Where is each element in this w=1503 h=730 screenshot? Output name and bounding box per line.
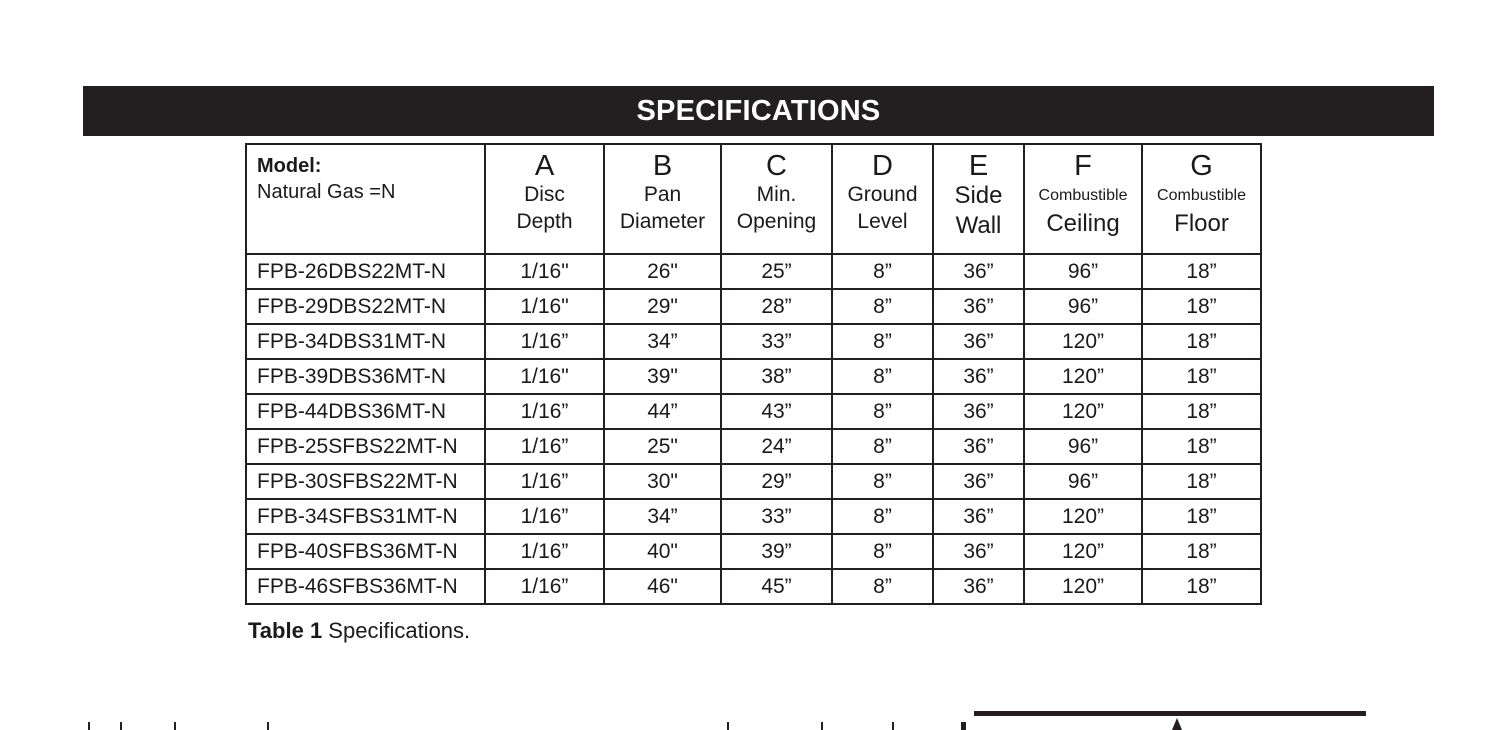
value-cell-a: 1/16" <box>485 254 604 289</box>
section-title: SPECIFICATIONS <box>636 94 881 127</box>
value-cell-g: 18” <box>1142 359 1261 394</box>
value-cell-f: 120” <box>1024 359 1142 394</box>
value-cell-e: 36” <box>933 499 1024 534</box>
value-cell-b: 44” <box>604 394 721 429</box>
value-cell-c: 39” <box>721 534 832 569</box>
column-letter: F <box>1074 150 1092 182</box>
value-cell-f: 96” <box>1024 429 1142 464</box>
table-row <box>246 289 1261 324</box>
section-banner <box>83 86 1434 136</box>
value-cell-d: 8” <box>832 289 933 324</box>
column-label-line1: Min. <box>756 183 797 206</box>
table-row <box>246 394 1261 429</box>
figure-tick-mark <box>174 722 176 730</box>
value-cell-b: 34” <box>604 324 721 359</box>
table-row <box>246 324 1261 359</box>
value-cell-a: 1/16” <box>485 429 604 464</box>
value-cell-f: 96” <box>1024 464 1142 499</box>
value-cell-c: 33” <box>721 499 832 534</box>
value-cell-e: 36” <box>933 569 1024 604</box>
column-label-line2: Depth <box>516 210 573 233</box>
value-cell-a: 1/16” <box>485 499 604 534</box>
model-cell: FPB-29DBS22MT-N <box>246 289 485 324</box>
figure-tick-mark <box>727 722 729 730</box>
column-label-line1: Ground <box>847 183 918 206</box>
column-label-line2: Level <box>857 210 908 233</box>
value-cell-b: 40" <box>604 534 721 569</box>
table-row <box>246 254 1261 289</box>
value-cell-a: 1/16" <box>485 289 604 324</box>
value-cell-d: 8” <box>832 464 933 499</box>
value-cell-f: 120” <box>1024 534 1142 569</box>
value-cell-b: 30" <box>604 464 721 499</box>
value-cell-a: 1/16” <box>485 324 604 359</box>
value-cell-e: 36” <box>933 464 1024 499</box>
model-cell: FPB-44DBS36MT-N <box>246 394 485 429</box>
table-header-row <box>246 144 1261 254</box>
value-cell-d: 8” <box>832 324 933 359</box>
value-cell-c: 24” <box>721 429 832 464</box>
column-header-b <box>604 144 721 254</box>
table-row <box>246 429 1261 464</box>
value-cell-f: 120” <box>1024 569 1142 604</box>
column-letter: G <box>1190 150 1213 182</box>
value-cell-d: 8” <box>832 429 933 464</box>
table-caption <box>248 618 470 644</box>
specifications-table <box>245 143 1262 605</box>
value-cell-f: 120” <box>1024 499 1142 534</box>
model-column-header <box>246 144 485 254</box>
model-cell: FPB-40SFBS36MT-N <box>246 534 485 569</box>
column-label-line1: Combustible <box>1157 187 1246 204</box>
model-header-title: Model: <box>257 155 322 177</box>
value-cell-d: 8” <box>832 569 933 604</box>
figure-post <box>961 722 966 730</box>
value-cell-e: 36” <box>933 534 1024 569</box>
figure-tick-mark <box>821 722 823 730</box>
value-cell-d: 8” <box>832 534 933 569</box>
model-cell: FPB-26DBS22MT-N <box>246 254 485 289</box>
value-cell-c: 38” <box>721 359 832 394</box>
value-cell-f: 120” <box>1024 394 1142 429</box>
value-cell-c: 29” <box>721 464 832 499</box>
value-cell-d: 8” <box>832 499 933 534</box>
table-row <box>246 359 1261 394</box>
value-cell-e: 36” <box>933 359 1024 394</box>
value-cell-a: 1/16” <box>485 569 604 604</box>
caption-text: Specifications. <box>322 618 471 643</box>
value-cell-g: 18” <box>1142 499 1261 534</box>
column-letter: E <box>968 150 989 182</box>
model-cell: FPB-34DBS31MT-N <box>246 324 485 359</box>
figure-tick-mark <box>120 722 122 730</box>
value-cell-b: 25" <box>604 429 721 464</box>
column-label-line1: Disc <box>524 183 565 206</box>
model-header-subtitle: Natural Gas =N <box>257 181 396 203</box>
column-label-line1: Pan <box>643 183 682 206</box>
model-cell: FPB-30SFBS22MT-N <box>246 464 485 499</box>
value-cell-c: 45” <box>721 569 832 604</box>
value-cell-a: 1/16” <box>485 394 604 429</box>
value-cell-g: 18” <box>1142 324 1261 359</box>
value-cell-b: 46" <box>604 569 721 604</box>
value-cell-c: 25” <box>721 254 832 289</box>
value-cell-f: 120” <box>1024 324 1142 359</box>
column-letter: C <box>766 150 787 182</box>
value-cell-g: 18” <box>1142 429 1261 464</box>
column-letter: D <box>872 150 893 182</box>
column-header-f <box>1024 144 1142 254</box>
value-cell-a: 1/16” <box>485 534 604 569</box>
column-label-line2: Opening <box>736 210 817 233</box>
column-label-line2: Diameter <box>619 210 706 233</box>
column-letter: B <box>652 150 673 182</box>
figure-top-bar <box>974 711 1366 716</box>
column-label-line1: Combustible <box>1038 187 1128 204</box>
value-cell-c: 43” <box>721 394 832 429</box>
value-cell-g: 18” <box>1142 569 1261 604</box>
column-header-d <box>832 144 933 254</box>
column-header-e <box>933 144 1024 254</box>
column-label-line2: Ceiling <box>1046 210 1120 237</box>
value-cell-f: 96” <box>1024 289 1142 324</box>
value-cell-e: 36” <box>933 394 1024 429</box>
table-row <box>246 569 1261 604</box>
value-cell-c: 33” <box>721 324 832 359</box>
value-cell-e: 36” <box>933 429 1024 464</box>
column-label-line1: Side <box>954 182 1003 209</box>
value-cell-g: 18” <box>1142 534 1261 569</box>
value-cell-e: 36” <box>933 324 1024 359</box>
column-header-g <box>1142 144 1261 254</box>
caption-label: Table 1 <box>248 618 323 643</box>
value-cell-c: 28” <box>721 289 832 324</box>
value-cell-g: 18” <box>1142 464 1261 499</box>
value-cell-b: 39" <box>604 359 721 394</box>
column-letter: A <box>534 150 555 182</box>
value-cell-b: 34” <box>604 499 721 534</box>
value-cell-a: 1/16” <box>485 464 604 499</box>
column-header-c <box>721 144 832 254</box>
value-cell-e: 36” <box>933 289 1024 324</box>
figure-arrow-icon <box>1172 718 1182 730</box>
value-cell-d: 8” <box>832 359 933 394</box>
value-cell-b: 26" <box>604 254 721 289</box>
figure-tick-mark <box>88 722 90 730</box>
value-cell-f: 96” <box>1024 254 1142 289</box>
value-cell-g: 18” <box>1142 289 1261 324</box>
model-cell: FPB-46SFBS36MT-N <box>246 569 485 604</box>
value-cell-b: 29" <box>604 289 721 324</box>
table-row <box>246 534 1261 569</box>
model-cell: FPB-39DBS36MT-N <box>246 359 485 394</box>
model-cell: FPB-25SFBS22MT-N <box>246 429 485 464</box>
value-cell-g: 18” <box>1142 254 1261 289</box>
value-cell-a: 1/16" <box>485 359 604 394</box>
value-cell-d: 8” <box>832 394 933 429</box>
value-cell-d: 8” <box>832 254 933 289</box>
value-cell-g: 18” <box>1142 394 1261 429</box>
column-label-line2: Wall <box>955 212 1002 239</box>
table-row <box>246 464 1261 499</box>
figure-tick-mark <box>892 722 894 730</box>
figure-tick-mark <box>267 722 269 730</box>
column-label-line2: Floor <box>1174 210 1229 237</box>
model-cell: FPB-34SFBS31MT-N <box>246 499 485 534</box>
value-cell-e: 36” <box>933 254 1024 289</box>
table-row <box>246 499 1261 534</box>
column-header-a <box>485 144 604 254</box>
